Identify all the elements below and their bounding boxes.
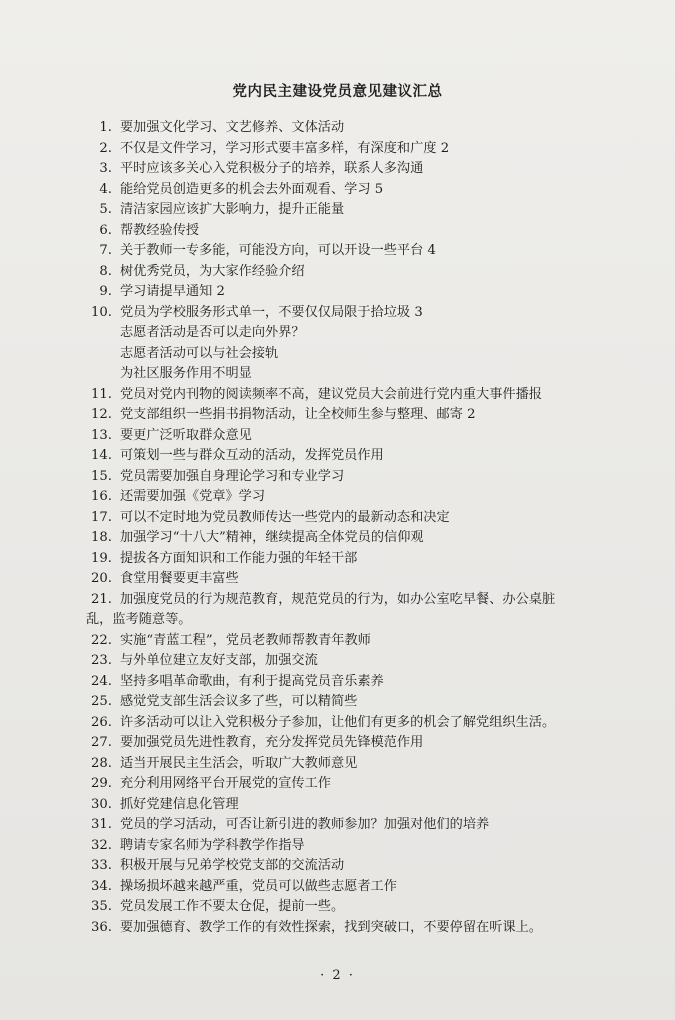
list-item: 6. 帮教经验传授 <box>99 222 200 238</box>
list-item: 9. 学习请提早通知 2 <box>99 284 225 299</box>
list-item: 11. 党员对党内刊物的阅读频率不高，建议党员大会前进行党内重大事件播报 <box>91 386 542 402</box>
page-number: · 2 · <box>320 968 355 983</box>
list-item: 10. 党员为学校服务形式单一，不要仅仅局限于拾垃圾 3 志愿者活动是否可以走向外界？ 志愿者活动可以与社会接轨 为社区服务作用不明显 <box>80 303 640 385</box>
list-item: 34. 操场损坏越来越严重，党员可以做些志愿者工作 <box>91 878 397 894</box>
list-item: 2. 不仅是文件学习，学习形式要丰富多样，有深度和广度 2 <box>99 140 450 156</box>
list-item: 29. 充分利用网络平台开展党的宣传工作 <box>91 776 331 791</box>
list-item: 17. 可以不定时地为党员教师传达一些党内的最新动态和决定 <box>91 509 450 525</box>
list-item: 8. 树优秀党员，为大家作经验介绍 <box>99 263 305 279</box>
list-item: 20. 食堂用餐要更丰富些 <box>91 571 239 586</box>
list-item: 35. 党员发展工作不要太仓促，提前一些。 <box>91 899 345 914</box>
list-item: 5. 清洁家园应该扩大影响力，提升正能量 <box>99 202 345 217</box>
list-item: 28. 适当开展民主生活会，听取广大教师意见 <box>91 755 358 771</box>
list-item: 16. 还需要加强《党章》学习 <box>91 489 266 504</box>
list-item: 30. 抓好党建信息化管理 <box>91 796 239 812</box>
list-item: 13. 要更广泛听取群众意见 <box>91 427 252 443</box>
list-item: 1. 要加强文化学习、文艺修养、文体活动 <box>99 120 345 135</box>
list-item: 32. 聘请专家名师为学科教学作指导 <box>91 837 305 853</box>
list-item: 36. 要加强德育、教学工作的有效性探索，找到突破口，不要停留在听课上。 <box>91 919 542 935</box>
list-item: 3. 平时应该多关心入党积极分子的培养，联系人多沟通 <box>99 161 424 176</box>
list-item: 19. 提拔各方面知识和工作能力强的年轻干部 <box>91 550 358 566</box>
document-title: 党内民主建设党员意见建议汇总 <box>232 83 443 100</box>
list-item: 18. 加强学习“十八大”精神，继续提高全体党员的信仰观 <box>91 530 424 545</box>
list-item: 12. 党支部组织一些捐书捐物活动，让全校师生参与整理、邮寄 2 <box>91 407 476 422</box>
list-item-subline: 志愿者活动是否可以走向外界？ <box>120 325 305 340</box>
list-item: 27. 要加强党员先进性教育，充分发挥党员先锋模范作用 <box>91 735 424 750</box>
list-item: 23. 与外单位建立友好支部，加强交流 <box>91 653 318 668</box>
list-item: 21. 加强度党员的行为规范教育，规范党员的行为，如办公室吃早餐、办公桌脏 乱，监考随意等。 <box>80 590 640 631</box>
list-item: 26. 许多活动可以让入党积极分子参加，让他们有更多的机会了解党组织生活。 <box>91 714 556 730</box>
suggestion-list <box>80 118 640 938</box>
list-item: 24. 坚持多唱革命歌曲，有利于提高党员音乐素养 <box>91 673 384 689</box>
list-item: 14. 可策划一些与群众互动的活动，发挥党员作用 <box>91 448 384 463</box>
list-item: 4. 能给党员创造更多的机会去外面观看、学习 5 <box>99 181 384 197</box>
list-item: 22. 实施“青蓝工程”，党员老教师帮教青年教师 <box>91 632 371 648</box>
list-item-subline: 为社区服务作用不明显 <box>120 366 252 381</box>
list-item: 15. 党员需要加强自身理论学习和专业学习 <box>91 468 345 484</box>
list-item-subline: 志愿者活动可以与社会接轨 <box>120 345 279 361</box>
list-item: 7. 关于教师一专多能，可能没方向，可以开设一些平台 4 <box>99 243 436 258</box>
list-item-continuation: 乱，监考随意等。 <box>86 612 192 627</box>
list-item: 33. 积极开展与兄弟学校党支部的交流活动 <box>91 858 345 873</box>
list-item: 31. 党员的学习活动，可否让新引进的教师参加？加强对他们的培养 <box>91 817 490 832</box>
list-item: 25. 感觉党支部生活会议多了些，可以精简些 <box>91 694 358 709</box>
